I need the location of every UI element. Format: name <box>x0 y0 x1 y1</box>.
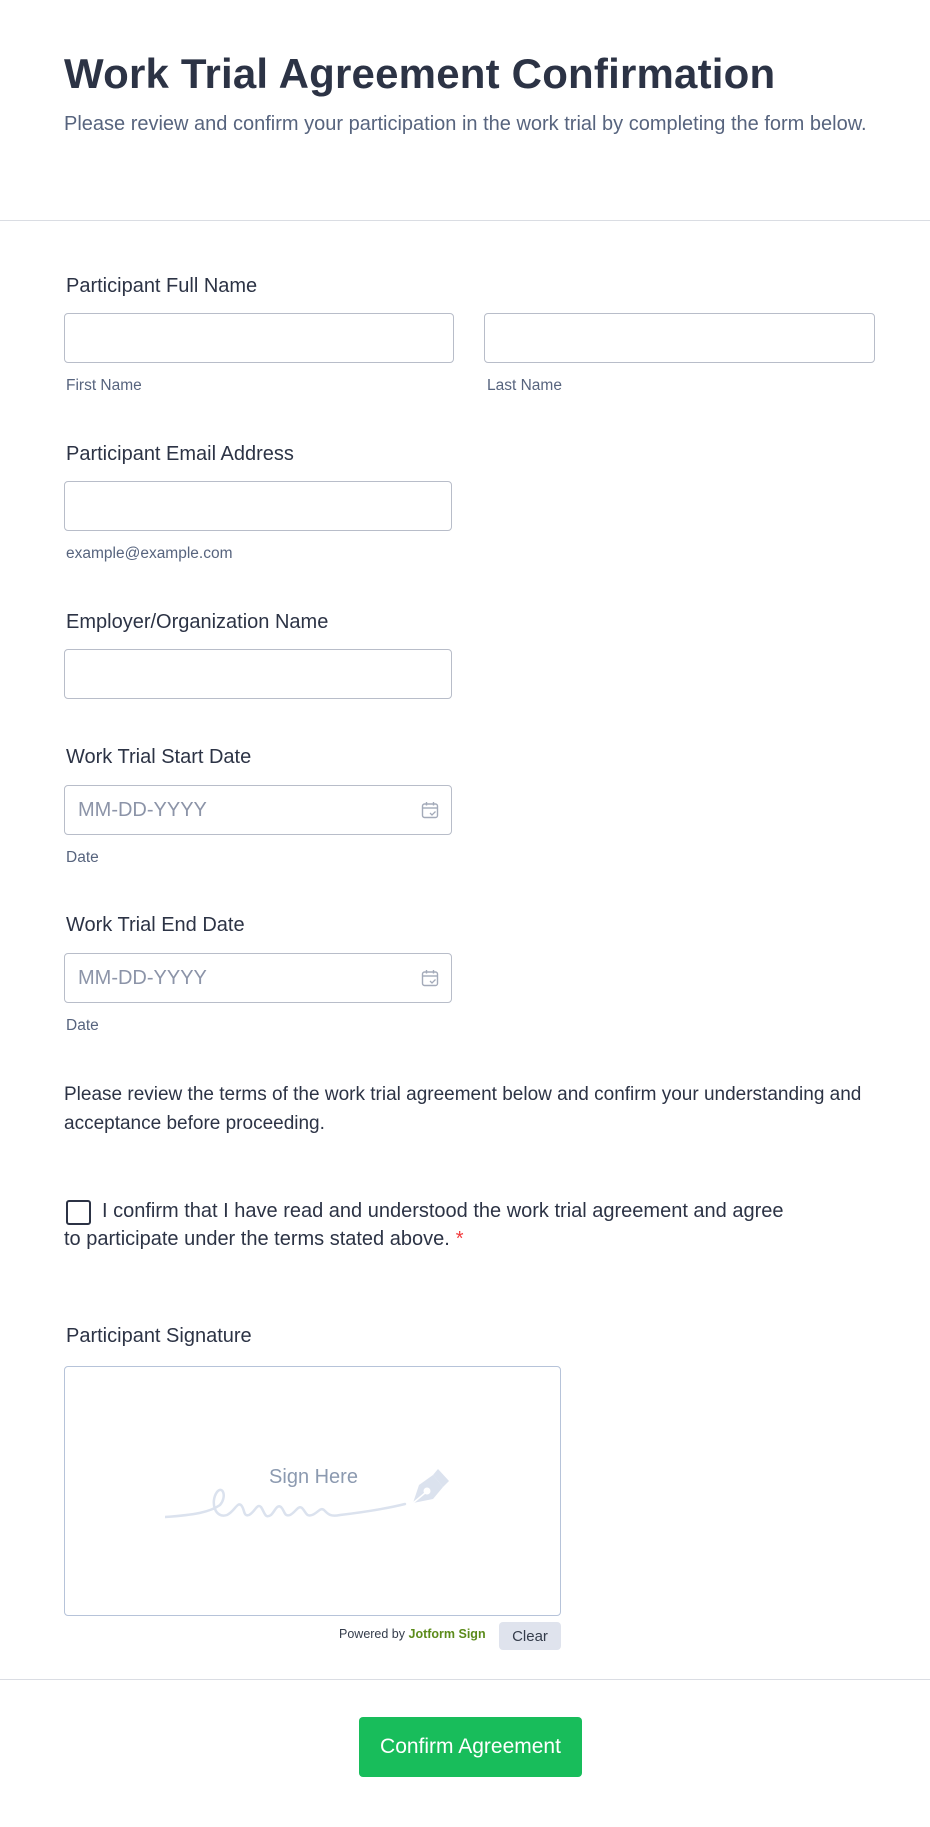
clear-signature-button[interactable]: Clear <box>499 1622 561 1650</box>
sign-here-placeholder: Sign Here <box>269 1466 358 1488</box>
signature-pad[interactable] <box>64 1366 561 1616</box>
end-date-input[interactable] <box>64 953 452 1003</box>
employer-label: Employer/Organization Name <box>66 611 329 633</box>
email-label: Participant Email Address <box>66 443 294 465</box>
page-subtitle: Please review and confirm your participation in the work trial by completing the form below. <box>64 113 867 135</box>
required-asterisk: * <box>455 1228 464 1250</box>
last-name-input[interactable] <box>484 313 875 363</box>
footer-divider <box>0 1679 930 1680</box>
confirm-checkbox-label[interactable] <box>64 1197 784 1253</box>
page-title: Work Trial Agreement Confirmation <box>64 50 776 97</box>
end-date-sublabel: Date <box>66 1017 99 1034</box>
end-date-label: Work Trial End Date <box>66 914 245 936</box>
confirm-text: I confirm that I have read and understood the work trial agreement and agree to participate under the terms stated above. <box>64 1200 784 1250</box>
powered-prefix: Powered by <box>339 1627 406 1641</box>
start-date-sublabel: Date <box>66 849 99 866</box>
calendar-icon[interactable] <box>421 801 439 819</box>
employer-input[interactable] <box>64 649 452 699</box>
signature-label: Participant Signature <box>66 1325 252 1347</box>
full-name-label: Participant Full Name <box>66 275 258 297</box>
review-paragraph: Please review the terms of the work trial agreement below and confirm your understanding and acceptance before proceeding. <box>64 1084 862 1134</box>
email-input[interactable] <box>64 481 452 531</box>
start-date-input[interactable] <box>64 785 452 835</box>
form-header <box>0 0 930 221</box>
calendar-icon[interactable] <box>421 969 439 987</box>
email-sublabel: example@example.com <box>66 545 233 562</box>
jotform-sign-brand[interactable]: Jotform Sign <box>408 1627 486 1641</box>
last-name-sublabel: Last Name <box>487 377 562 394</box>
end-date-placeholder: MM-DD-YYYY <box>78 966 207 989</box>
powered-by <box>339 1627 486 1641</box>
start-date-label: Work Trial Start Date <box>66 746 252 768</box>
start-date-placeholder: MM-DD-YYYY <box>78 798 207 821</box>
confirm-agreement-button[interactable]: Confirm Agreement <box>359 1717 582 1777</box>
first-name-sublabel: First Name <box>66 377 142 394</box>
first-name-input[interactable] <box>64 313 454 363</box>
